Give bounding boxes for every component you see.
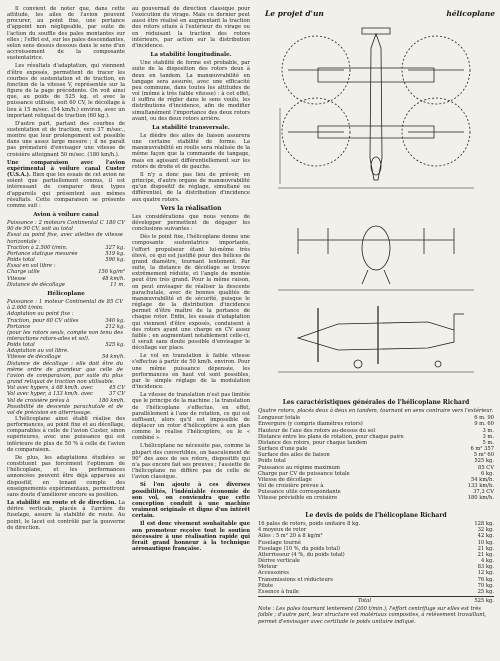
weight-value: 76 kg. bbox=[477, 576, 494, 583]
char-label: Longueur totale bbox=[258, 415, 301, 422]
weight-label: Fuselage tourné bbox=[258, 539, 301, 546]
comparison-title: Une comparaison avec l'avion expérimental à voilure canal Custer (U.S.A.). bbox=[7, 159, 125, 179]
avion-spec-value: 327 kg. bbox=[105, 244, 125, 251]
column-2 bbox=[132, 6, 250, 554]
weight-value: 4 kg. bbox=[480, 558, 494, 565]
heli-spec-value: 212 kg. bbox=[105, 323, 125, 330]
real-paragraph-4: La vitesse de translation n'est pas limitée que le principe de la machine ; la translation de l'hélicoplane s'effectue, en effet, parallèlement à l'axe de rotation, ce qui est suffisant, alors qu'il est impossible de déplacer un rotor d'hélicoptère à son plan comme le réalise l'hélicoptère, ou le « combiné ». bbox=[132, 392, 250, 442]
weight-value: 32 kg. bbox=[477, 527, 494, 534]
weight-rows bbox=[258, 521, 494, 595]
char-value: 9 m. 60 bbox=[474, 421, 494, 428]
char-label: Envergure (y compris diamètres rotors) bbox=[258, 421, 363, 428]
weight-table-title: Le devis de poids de l'hélicoplane Richard bbox=[305, 512, 447, 519]
char-label: Distance entre les plans de rotation, pour chaque paire bbox=[258, 433, 404, 440]
heli-spec-row bbox=[7, 330, 125, 342]
weight-value: 10 kg. bbox=[477, 539, 494, 546]
weight-label: Moteur bbox=[258, 564, 278, 571]
heli-spec-row bbox=[7, 299, 125, 311]
trans-paragraph-2: Il n'y a donc pas lieu de prévoir, en principe, d'autre organe de manœuvrabilité qu'un dispositif de réglage, simultané ou différentiel, de la distribution d'incidence aux quatre rotors. bbox=[132, 171, 250, 203]
char-label: Vitesse de décollage bbox=[258, 476, 312, 483]
characteristics-table bbox=[258, 398, 494, 502]
avion-spec-label: Essai au point fixe, avec ailettes de vitesse horizontale : bbox=[7, 232, 123, 245]
comparison-paragraph: Bien que les essais de cet avion ne soient que partiellement connus, il est intéressant de comparer deux types d'appareils qui présentent aux mêmes résultats. Cette comparaison se présente comme suit : bbox=[7, 172, 125, 209]
heli-spec-row bbox=[7, 404, 125, 416]
char-label: Surface des ailes de liaison bbox=[258, 452, 330, 459]
avion-spec-label: Charge utile bbox=[7, 269, 40, 276]
weight-value: 12 kg. bbox=[477, 570, 494, 577]
heli-spec-value bbox=[123, 299, 125, 311]
char-value: 3 m. bbox=[482, 427, 494, 434]
heli-spec-label: Vol avec hypers, à 68 km/h. avec bbox=[7, 385, 93, 392]
heli-spec-label: (pour les rotors seuls, compte non tenu des interactions rotors-ailes et sol). bbox=[7, 329, 123, 342]
avion-spec-row bbox=[7, 232, 125, 244]
heli-spec-value: 340 kg. bbox=[105, 317, 125, 324]
char-label: Hauteur de l'axe des rotors au-dessus du sol bbox=[258, 427, 376, 434]
char-value: 6 m. 90 bbox=[474, 415, 494, 422]
avion-spec-value: 519 kg. bbox=[105, 250, 125, 257]
fuselage-side bbox=[298, 322, 454, 350]
bold-paragraph-2: Il est donc vivement souhaitable que son promoteur reçoive tout le soutien nécessaire à une réalisation rapide qui ferait grand honneur à la technique aéronautique française. bbox=[132, 521, 250, 552]
figure-title-left: Le projet d'un bbox=[265, 9, 324, 18]
weight-label: Pilote bbox=[258, 582, 274, 589]
char-label: Distance des rotors, pour chaque tandem bbox=[258, 439, 368, 446]
char-value: 525 kg. bbox=[474, 458, 494, 465]
heli-spec-value bbox=[123, 361, 125, 386]
heli-spec-value bbox=[123, 330, 125, 342]
heli-spec-value: 54 km/h. bbox=[101, 354, 125, 361]
avion-spec-value bbox=[123, 232, 125, 244]
heli-spec-label: Possibilité de descente parachutale et de vol de précision en atterrissage. bbox=[7, 403, 123, 416]
weight-label: Transmissions et réducteurs bbox=[258, 576, 333, 583]
weight-value: 25 kg. bbox=[477, 588, 494, 595]
weight-label: Accessoires bbox=[258, 570, 289, 577]
heli-spec-value: 525 kg. bbox=[105, 342, 125, 349]
heli-spec-label: Vol avec hyper, à 133 km/h. avec bbox=[7, 391, 93, 398]
fuselage-front bbox=[362, 226, 390, 270]
weight-row bbox=[258, 589, 494, 595]
stab-paragraph: La dérive verticale, placée à l'arrière du fuselage, assure la stabilité de route. Au point, le lacet est contrôlé par la gouverne de direction. bbox=[7, 500, 125, 531]
char-value: 5 m² 60 bbox=[473, 452, 494, 459]
avion-spec-value: 48 km/h. bbox=[101, 275, 125, 282]
char-label: Vitesse prévisible en croisière bbox=[258, 495, 338, 502]
char-value: 37,3 CV bbox=[473, 489, 494, 496]
char-value: 54 km/h. bbox=[470, 476, 494, 483]
intro-paragraph: Il convient de noter que, dans cette attitude, les ailes de l'avion peuvent procurer, au point fixe, une portance d'appoint non négligeable, par suite de l'action du souffle des pales montantes sur elles ; l'effet est, sur les pales descendantes, selon sens dessus dessous dans le sens d'un accroissement de la composante sustentatrice. bbox=[7, 6, 125, 62]
char-label: Poids total bbox=[258, 458, 286, 465]
char-label: Surface d'une pale bbox=[258, 446, 308, 453]
heli-spec-value bbox=[123, 404, 125, 416]
heli-spec-label: Adaptation au point fixe : bbox=[7, 311, 74, 318]
avion-spec-value: 180 CV bbox=[105, 220, 125, 227]
heli-paragraph-2: De plus, les adaptations étudiées se constituent pas forcément l'optimum de l'hélicoplane, et les performances annoncées peuvent être déjà apparues au dispositif, en tenant compte des enseignements expérimentaux, permettront sans doute d'améliorer encore sa position. bbox=[7, 454, 125, 498]
avion-spec-label: Traction à 2.500 t/min. bbox=[7, 244, 68, 251]
bold-paragraph: Si l'on ajoute à ces diverses possibilités, l'indéniable économie de son vol, on conviendra que cette conception conduit à une machine vraiment originale et digne d'un intérêt certain. bbox=[132, 482, 250, 520]
weight-label: 4 moyeux de rotor bbox=[258, 527, 307, 534]
trans-paragraph: Le dièdre des ailes de liaison assurera une certaine stabilité de forme. La manœuvrabilité en roulis sera réalisée de la même façon que la commande de tangage, mais en agissant différentiellement sur les rotors de droite et de gauche. bbox=[132, 132, 250, 170]
real-paragraph-2: Dès le point fixe, l'hélicoplane donne une composante sustentatrice importante, l'effort propulseur étant lui-même très élevé, ce qui est justifié pour des hélices de grand diamètre, tournant lentement. Par suite, la distance de décollage se trouve extrêmement réduite, et l'angle de montée peut être très grand. Pour la même raison, on peut envisager de réaliser la descente parachutale, avec de bonnes qualités de manœuvrabilité et de sécurité, puisque le réglage de la distribution d'incidence permet d'être maître de la portance de chaque rotor. Enfin, les essais d'adaptation qui viennent d'être exposés, conduisent à des rotors ayant une charge en CV assez faible ; en augmentant notablement celle-ci, il serait sans doute possible d'envisager le décollage sur place. bbox=[132, 234, 250, 352]
char-value: 6 m² 357 bbox=[470, 446, 494, 453]
figure-title-right: hélicoplane bbox=[446, 9, 495, 18]
char-value: 85 CV bbox=[478, 464, 494, 471]
weight-value: 21 kg. bbox=[477, 545, 494, 552]
char-value: 6 kg. bbox=[480, 470, 494, 477]
long-title: La stabilité longitudinale. bbox=[150, 52, 232, 59]
char-rows bbox=[258, 415, 494, 501]
char-value: 133 km/h. bbox=[467, 483, 494, 490]
inter-paragraph: D'autre part, partant des courbes de sustentation et de traction, vers 37 m/sec., montre que leur prolongement est possible dans une assez large mesure ; il ne paraît pas prématuré d'envisager une vitesse de croisière atteignant 50 m/sec. (180 km/h.). bbox=[7, 120, 125, 158]
weight-value: 128 kg. bbox=[474, 521, 494, 528]
avion-spec-value: 11 m. bbox=[110, 281, 125, 288]
char-value: 5 m. bbox=[482, 439, 494, 446]
col2-paragraph: au gouvernail de direction classique pour l'exécution du virage. Mais ce dernier peut aussi être réalisé en augmentant la traction des rotors situés à l'extérieur du virage ou en réduisant la traction des rotors intérieurs, par action sur la distribution d'incidence. bbox=[132, 6, 250, 49]
weight-total-row bbox=[258, 598, 494, 604]
char-table-subtitle: Quatre rotors, placés deux à deux en tandem, tournant en sens contraire vers l'extérieur. bbox=[258, 408, 494, 415]
heli-spec-label: Distance de décollage : elle doit être du même ordre de grandeur que celle de l'avion de comparaison, par suite du plus grand reliquat de traction non utilisable. bbox=[7, 360, 123, 386]
column-1 bbox=[7, 6, 125, 533]
heli-specs bbox=[7, 299, 125, 416]
char-label: Puissance utile correspondante bbox=[258, 489, 341, 496]
heli-spec-label: Adaptation au vol libre. bbox=[7, 348, 69, 355]
avion-spec-label: Portance statique mesurée bbox=[7, 250, 78, 257]
heli-spec-value: 45 CV bbox=[109, 385, 125, 392]
fuselage-top bbox=[370, 34, 382, 180]
weight-label: 16 pales de rotors, poids unitaire 8 kg. bbox=[258, 521, 361, 528]
long-paragraph: Une stabilité de forme est probable, par suite de la disposition des rotors deux à deux en tandem. La manœuvrabilité en tangage sera assurée, avec une efficacité peu commune, dans toutes les attitudes de vol (même à très faible vitesse) : à cet effet, il suffira de régler dans le sens voulu, les distributions d'incidence, afin de modifier simultanément l'importance des deux rotors avant, ou des deux rotors arrière. bbox=[132, 60, 250, 122]
weight-label: Atterrisseur (4 %, du poids total) bbox=[258, 551, 345, 558]
avion-specs bbox=[7, 220, 125, 288]
avion-spec-value: 156 kg/m² bbox=[98, 269, 125, 276]
heli-spec-label: Puissance : 1 moteur Continental de 85 CV à 2.600 t/min. bbox=[7, 299, 123, 312]
heli-spec-label: Vol de croisière prévu à bbox=[7, 397, 70, 404]
helicoplane-drawing bbox=[258, 8, 494, 393]
weight-value: 83 kg. bbox=[477, 564, 494, 571]
weight-label: Fuselage (10 %, du poids total) bbox=[258, 545, 341, 552]
heli-paragraph: L'hélicoplane ainsi établi réalise des performances, au point fixe et au décollage, comparables à celle de l'avion Custer, sinon supérieures, avec une puissance qui est inférieure de plus de 50 % à celle de l'avion de comparaison. bbox=[7, 416, 125, 453]
avion-spec-label: Puissance : 2 moteurs Continental C 90 de 90 CV, soit au total bbox=[7, 220, 104, 233]
heli-spec-label: Portance bbox=[7, 323, 31, 330]
avion-spec-row bbox=[7, 282, 125, 288]
avion-spec-label: Poids total bbox=[7, 257, 35, 264]
heli-spec-value: 37 CV bbox=[109, 391, 125, 398]
avion-spec-value: 590 kg. bbox=[105, 257, 125, 264]
weight-total-label: Total bbox=[358, 598, 372, 605]
char-label: Charge par CV de puissance totale bbox=[258, 470, 350, 477]
weight-label: Dérive verticale bbox=[258, 558, 300, 565]
char-label: Puissance au régime maximum bbox=[258, 464, 340, 471]
char-value: 3 m. bbox=[482, 433, 494, 440]
weight-value: 42 kg. bbox=[477, 533, 494, 540]
weight-value: 21 kg. bbox=[477, 551, 494, 558]
real-paragraph-5: L'hélicoplane ne nécessite pas, comme la plupart des convertibles, un basculement de 90° des axes de ses rotors, dispositifs qui n'a pas encore fait ses preuves ; l'assiette de l'hélicoplane ne diffère pas de celle de l'avion classique. bbox=[132, 443, 250, 481]
char-value: 180 km/h. bbox=[467, 495, 494, 502]
real-paragraph-3: Le vol en translation à faible vitesse s'effectue à partir de 50 km/h. environ. Pour une même puissance dépensée, les performances en haut vol sont possibles, par le simple réglage de la modulation d'incidence. bbox=[132, 353, 250, 391]
stab-title: La stabilité en route et de direction. bbox=[7, 500, 117, 507]
char-row bbox=[258, 495, 494, 501]
weight-table bbox=[258, 511, 494, 625]
heli-spec-label: Vitesse de décollage bbox=[7, 354, 61, 361]
heli-spec-row bbox=[7, 361, 125, 386]
avion-spec-label: Essai en vol libre : bbox=[7, 263, 56, 270]
heli-title: Hélicoplane bbox=[47, 290, 85, 297]
weight-label: Ailes : 5 m² 20 à 8 kg/m² bbox=[258, 533, 323, 540]
avion-spec-label: Distance de décollage bbox=[7, 281, 65, 288]
real-title: Vers la réalisation bbox=[160, 204, 222, 212]
avion-spec-row bbox=[7, 220, 125, 232]
avion-spec-label: Vitesse bbox=[7, 275, 26, 282]
weight-total-value: 525 kg. bbox=[474, 598, 494, 605]
weight-note: Note : Les pales tournant lentement (200 t/min.), l'effort centrifuge sur elles est très faible ; d'autre part, leur structure est matériaux composites, à relèvement travaillant, permet d'envisager avec certitude le poids unitaire indiqué. bbox=[258, 606, 487, 625]
heli-spec-label: Poids total bbox=[7, 342, 35, 349]
char-table-title: Les caractéristiques générales de l'hélicoplane Richard bbox=[282, 399, 470, 406]
avion-title: Avion à voilure canal bbox=[33, 212, 99, 218]
real-paragraph-1: Les considérations que nous venons de développer permettent de dégager les conclusions suivantes : bbox=[132, 213, 250, 233]
char-label: Vol de croisière prévue à bbox=[258, 483, 324, 490]
heli-spec-label: Traction, pour 60 CV utiles bbox=[7, 317, 79, 324]
heli-spec-value: 180 km/h. bbox=[98, 397, 125, 404]
weight-value: 70 kg. bbox=[477, 582, 494, 589]
trans-title: La stabilité transversale. bbox=[152, 124, 230, 131]
results-paragraph: Les résultats d'adaptation, qui viennent d'être exposés, permettent de tracer les courbes de sustentation et de traction, en fonction de la vitesse V, représentée sur la figure de la page précédente. On voit ainsi que, au poids de 525 kg. et avec la puissance utilisée, soit 60 CV, le décollage à lieu à 15 m/sec. (54 km/h.) environ, avec un important reliquat de traction (60 kg.). bbox=[7, 63, 125, 119]
weight-label: Essence à huile bbox=[258, 588, 299, 595]
